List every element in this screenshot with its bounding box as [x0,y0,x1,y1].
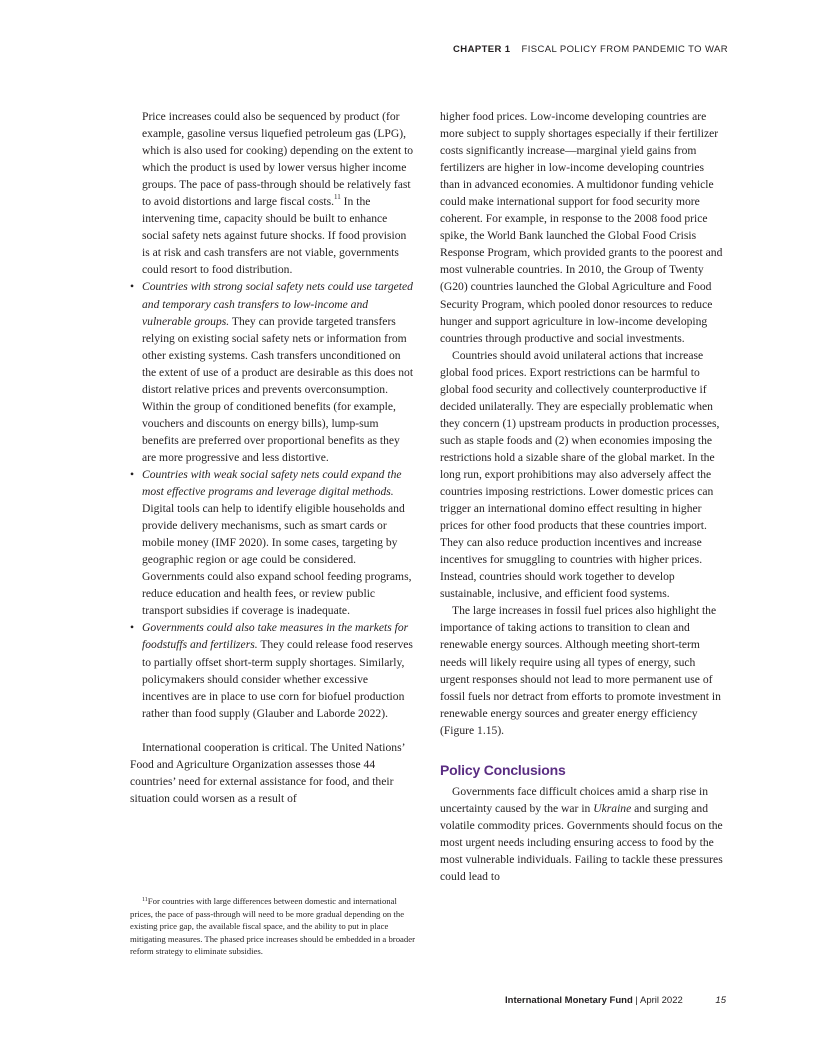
running-header [453,44,728,55]
footer-date: | April 2022 [632,995,683,1006]
right-paragraph-1: higher food prices. Low-income developing countries are more subject to supply shortages especially if their fertilizer costs significantly increase—marginal yield gains from fertilizers are higher in low-income developing countries than in advanced economies. A multidonor funding vehicle could make international support for food security more coherent. For example, in response to the 2008 food price spike, the World Bank launched the Global Food Crisis Response Program, which provided grants to the poorest and most vulnerable countries. In 2010, the Group of Twenty (G20) countries launched the Global Agriculture and Food Security Program, which pooled donor resources to reduce hunger and support agriculture in low-income developing countries through productive and social investments. [440,110,723,345]
section-heading: Policy Conclusions [440,761,566,778]
page-number: 15 [715,995,726,1006]
bullet-1-lead: Countries with strong social safety nets could use targeted and temporary cash transfers to low-income and vulnerable groups. [142,280,413,328]
bullet-item-2 [130,466,416,619]
footnote-number: 11 [142,897,148,903]
chapter-label: CHAPTER 1 [453,44,511,55]
right-paragraph-2: Countries should avoid unilateral actions that increase global food prices. Export restrictions can be harmful to global food security and collectively counterproductive if decided unilaterally. They are especially problematic when they concern (1) upstream products in production processes, such as staple foods and (2) when economies imposing the restrictions hold a sizable share of the global market. In the long run, export prohibitions may also adversely affect the countries imposing restrictions. Lower domestic prices can trigger an international domino effect resulting in higher prices for other food products that these countries import. They can also reduce production incentives and increase incentives for smuggling to countries with higher prices. Instead, countries should work together to develop sustainable, inclusive, and efficient food systems. [440,348,720,601]
bullet-2-text: Digital tools can help to identify eligible households and provide delivery mechanisms, such as smart cards or mobile money (IMF 2020). In some cases, targeting by geographic region or age could be considered. Governments could also expand school feeding programs, reduce education and health fees, or review public transport subsidies if coverage is inadequate. [142,502,412,618]
page-footer [505,995,726,1006]
bullet-item-3 [130,619,416,721]
bullet-1-text: They can provide targeted transfers relying on existing social safety nets or information from other existing systems. Cash transfers unconditioned on the extent of use of a product are desirable as this does not distort relative prices and prevents overconsumption. Within the group of conditioned benefits (for example, vouchers and discounts on energy bills), lump-sum benefits are preferred over proportional benefits as they are more progressive and less distortive. [142,314,414,464]
bullet-3-lead: Governments could also take measures in the markets for foodstuffs and fertilizers. [142,621,409,652]
chapter-title: FISCAL POLICY FROM PANDEMIC TO WAR [521,44,728,55]
right-paragraph-4 [440,783,726,885]
bullet-list [130,278,416,721]
footnote-ref[interactable]: 11 [334,193,341,202]
right-column [440,108,726,885]
right-p4-em: Ukraine [593,801,632,815]
left-p1-text: Price increases could also be sequenced by product (for example, gasoline versus liquefied petroleum gas (LPG), which is also used for cooking) depending on the extent to which the product is used by lower versus higher income groups. The pace of pass-through should be relatively fast to avoid distortions and large fiscal costs. [142,110,414,209]
left-paragraph-1 [130,108,416,278]
left-paragraph-2: International cooperation is critical. The United Nations’ Food and Agriculture Organization assesses those 44 countries’ need for external assistance for food, and their situation could worsen as a result of [130,740,405,805]
bullet-item-1 [130,278,416,466]
right-p4b-text: and surging and volatile commodity prices. Governments should focus on the most urgent needs including ensuring access to food by the most vulnerable individuals. Failing to tackle these pressures could lead to [440,801,723,883]
bullet-2-lead: Countries with weak social safety nets could expand the most effective programs and leverage digital methods. [142,467,402,499]
right-p4a-text: Governments face difficult choices amid a sharp rise in uncertainty caused by the war in [440,784,709,815]
footnote-text: For countries with large differences between domestic and international prices, the pace of pass-through will need to be more gradual depending on the existing price gap, the available fiscal space, and the ability to put in place mitigating measures. The phased price increases should be embedded in a broader reform strategy to eliminate subsidies. [130,896,415,957]
footnote [130,895,416,958]
right-paragraph-3: The large increases in fossil fuel prices also highlight the importance of taking actions to transition to clean and renewable energy sources. Although meeting short-term needs will likely require using all types of energy, such urgent responses should not lead to more permanent use of fossil fuels nor detract from efforts to promote investment in renewable energy sources and greater energy efficiency (Figure 1.15). [440,604,721,737]
footer-org: International Monetary Fund [505,995,633,1006]
left-column [130,108,416,807]
bullet-3-text: They could release food reserves to partially offset short-term supply shortages. Similarly, policymakers should consider whether excessive incentives are in place to use corn for biofuel production rather than food supply (Glauber and Laborde 2022). [142,638,413,720]
left-p1b-text: In the intervening time, capacity should be built to enhance social safety nets against future shocks. If food provision is at risk and cash transfers are not viable, governments could resort to food distribution. [142,195,407,277]
